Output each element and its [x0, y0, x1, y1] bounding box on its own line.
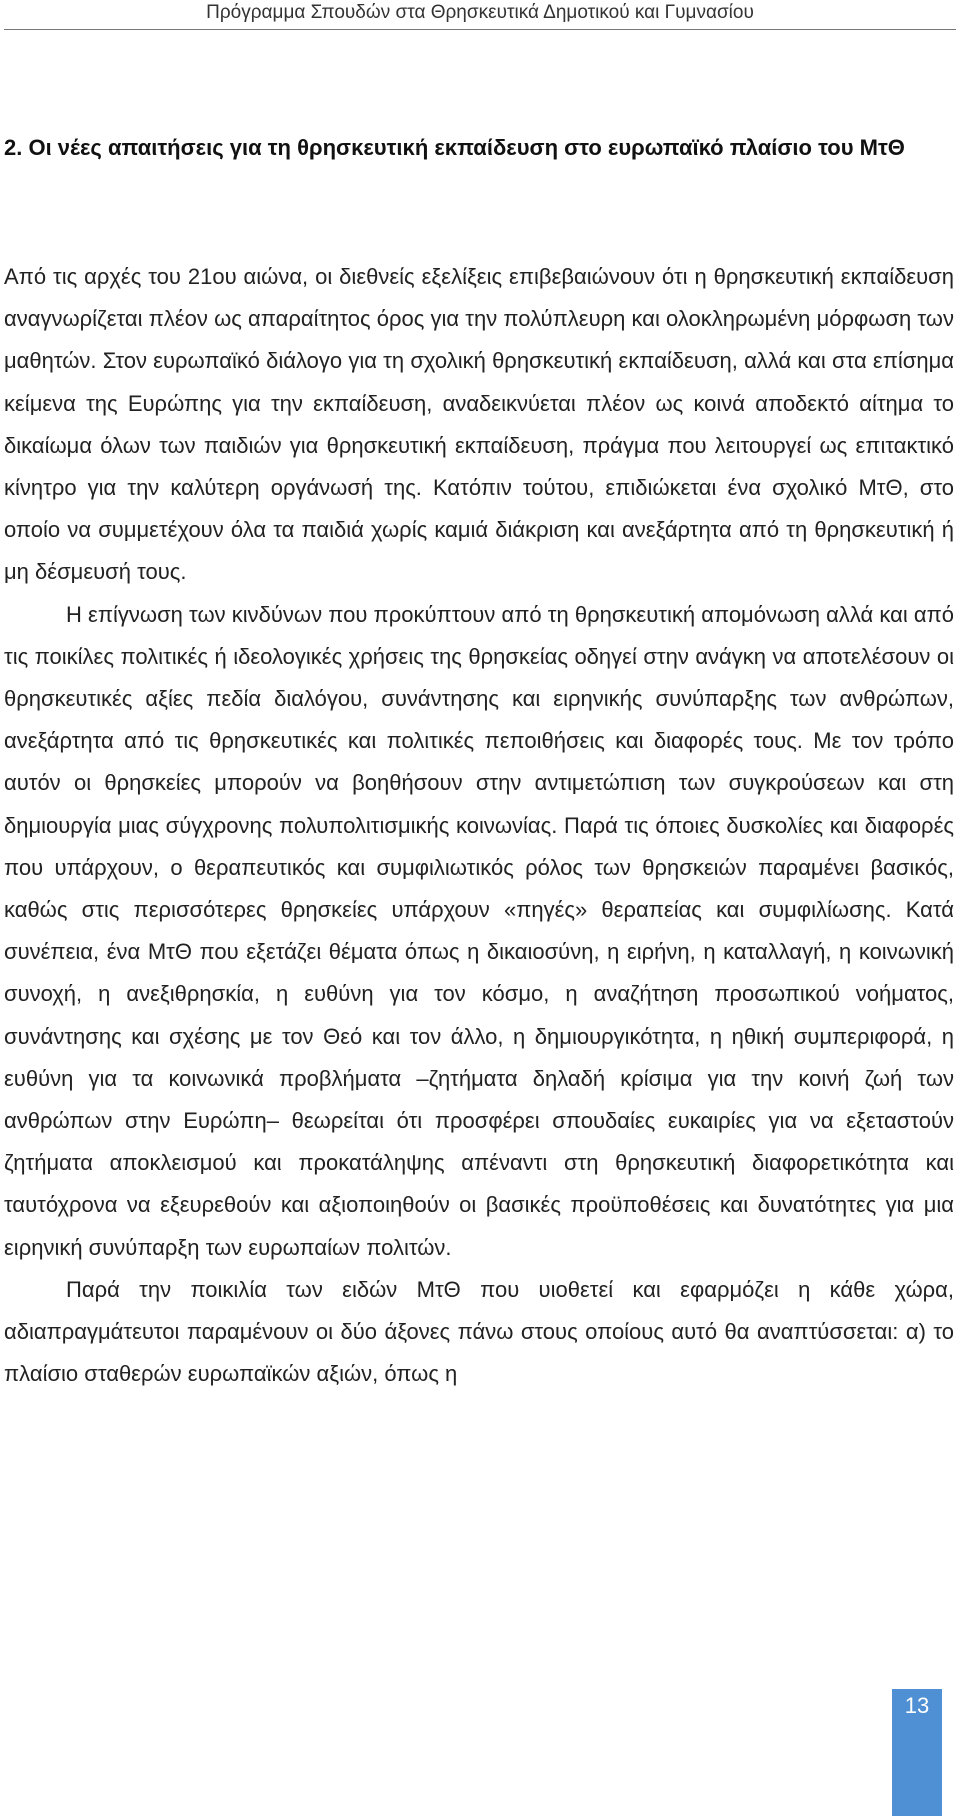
body-text: [4, 256, 954, 1395]
section-heading: 2. Οι νέες απαιτήσεις για τη θρησκευτική εκπαίδευση στο ευρωπαϊκό πλαίσιο του ΜτΘ: [4, 135, 905, 160]
running-header: Πρόγραμμα Σπουδών στα Θρησκευτικά Δημοτικού και Γυμνασίου: [206, 2, 754, 23]
paragraph-3: Παρά την ποικιλία των ειδών ΜτΘ που υιοθετεί και εφαρμόζει η κάθε χώρα, αδιαπραγμάτευτοι παραμένουν οι δύο άξονες πάνω στους οποίους αυτό θα αναπτύσσεται: α) το πλαίσιο σταθερών ευρωπαϊκών αξιών, όπως η: [4, 1276, 954, 1387]
paragraph-1: Από τις αρχές του 21ου αιώνα, οι διεθνείς εξελίξεις επιβεβαιώνουν ότι η θρησκευτική εκπαίδευση αναγνωρίζεται πλέον ως απαραίτητος όρος για την πολύπλευρη και ολοκληρωμένη μόρφωση των μαθητών. Στον ευρωπαϊκό διάλογο για τη σχολική θρησκευτική εκπαίδευση, αλλά και στα επίσημα κείμενα της Ευρώπης για την εκπαίδευση, αναδεικνύεται πλέον ως κοινά αποδεκτό αίτημα το δικαίωμα όλων των παιδιών για θρησκευτική εκπαίδευση, πράγμα που λειτουργεί ως επιτακτικό κίνητρο για την καλύτερη οργάνωσή της. Κατόπιν τούτου, επιδιώκεται ένα σχολικό ΜτΘ, στο οποίο να συμμετέχουν όλα τα παιδιά χωρίς καμιά διάκριση και ανεξάρτητα από τη θρησκευτική ή μη δέσμευσή τους.: [4, 264, 954, 585]
paragraph-2: Η επίγνωση των κινδύνων που προκύπτουν από τη θρησκευτική απομόνωση αλλά και από τις ποικίλες πολιτικές ή ιδεολογικές χρήσεις της θρησκείας οδηγεί στην ανάγκη να αποτελέσουν οι θρησκευτικές αξίες πεδία διαλόγου, συνάντησης και ειρηνικής συνύπαρξης των ανθρώπων, ανεξάρτητα από τις θρησκευτικές και πολιτικές πεποιθήσεις και διαφορές τους. Με τον τρόπο αυτόν οι θρησκείες μπορούν να βοηθήσουν στην αντιμετώπιση των συγκρούσεων και στη δημιουργία μιας σύγχρονης πολυπολιτισμικής κοινωνίας. Παρά τις όποιες δυσκολίες και διαφορές που υπάρχουν, ο θεραπευτικός και συμφιλιωτικός ρόλος των θρησκειών παραμένει βασικός, καθώς στις περισσότερες θρησκείες υπάρχουν «πηγές» θεραπείας και συμφιλίωσης. Κατά συνέπεια, ένα ΜτΘ που εξετάζει θέματα όπως η δικαιοσύνη, η ειρήνη, η καταλλαγή, η κοινωνική συνοχή, η ανεξιθρησκία, η ευθύνη για τον κόσμο, η αναζήτηση προσωπικού νοήματος, συνάντησης και σχέσης με τον Θεό και τον άλλο, η δημιουργικότητα, η ηθική συμπεριφορά, η ευθύνη για τα κοινωνικά προβλήματα –ζητήματα δηλαδή κρίσιμα για την κοινή ζωή των ανθρώπων στην Ευρώπη– θεωρείται ότι προσφέρει σπουδαίες ευκαιρίες για να εξεταστούν ζητήματα αποκλεισμού και προκατάληψης απέναντι στη θρησκευτική διαφορετικότητα και ταυτόχρονα να εξευρεθούν και αξιοποιηθούν οι βασικές προϋποθέσεις και δυνατότητες για μια ειρηνική συνύπαρξη των ευρωπαίων πολιτών.: [4, 601, 954, 1260]
header-divider: [4, 29, 956, 30]
page-number-badge: 13: [892, 1689, 942, 1816]
